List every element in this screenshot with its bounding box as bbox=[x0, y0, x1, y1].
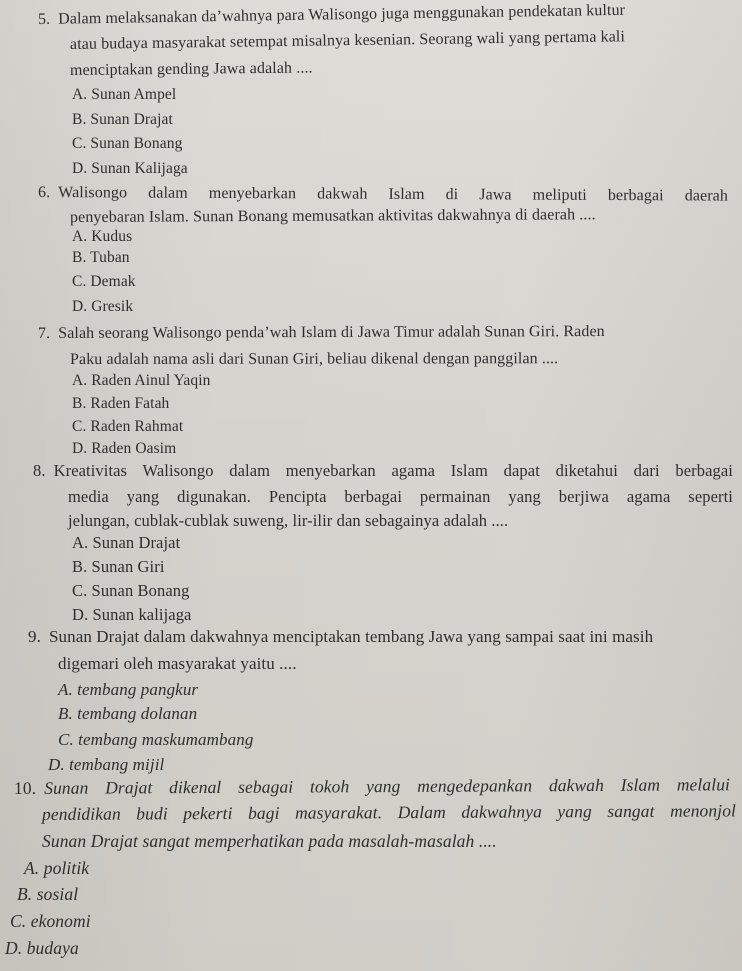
question-7-option-c: C. Raden Rahmat bbox=[72, 418, 184, 435]
question-text: Salah seorang Walisongo penda’wah Islam di Jawa Timur adalah Sunan Giri. Raden bbox=[58, 323, 605, 342]
question-text: Sunan Drajat sangat memperhatikan pada masalah-masalah .... bbox=[42, 831, 497, 851]
question-10-line-2 bbox=[42, 799, 736, 825]
question-9-option-c: C. tembang maskumambang bbox=[58, 730, 254, 749]
question-text: Sunan Drajat dikenal sebagai tokoh yang mengedepankan dakwah Islam melalui bbox=[44, 774, 731, 798]
question-10-option-d: D. budaya bbox=[5, 938, 79, 958]
question-text: jelungan, cublak-cublak suweng, lir-ilir dan sebagainya adalah .... bbox=[68, 511, 509, 530]
question-7-line-2 bbox=[70, 348, 558, 371]
question-8-line-3 bbox=[68, 510, 508, 532]
question-5-line-2 bbox=[70, 25, 725, 56]
question-7-line-1 bbox=[38, 321, 730, 345]
question-8-option-c: C. Sunan Bonang bbox=[72, 581, 190, 600]
question-8-line-1 bbox=[33, 460, 733, 482]
question-6-line-1 bbox=[38, 182, 728, 208]
question-6-option-d: D. Gresik bbox=[72, 298, 134, 315]
question-6-option-a: A. Kudus bbox=[72, 228, 133, 245]
question-5-option-c: C. Sunan Bonang bbox=[72, 135, 183, 152]
question-9-option-b: B. tembang dolanan bbox=[58, 704, 198, 723]
question-text: Walisongo dalam menyebarkan dakwah Islam di Jawa meliputi berbagai daerah bbox=[58, 184, 729, 205]
question-9-line-1 bbox=[28, 626, 653, 648]
question-text: Dalam melaksanakan da’wahnya para Walisongo juga menggunakan pendekatan kultur bbox=[58, 1, 626, 28]
question-number: 7. bbox=[37, 324, 51, 342]
question-10-option-a: A. politik bbox=[24, 858, 90, 878]
question-text: media yang digunakan. Pencipta berbagai permainan yang berjiwa agama seperti bbox=[68, 487, 733, 506]
question-6-option-b: B. Tuban bbox=[72, 249, 130, 266]
question-7-option-d: D. Raden Oasim bbox=[72, 440, 177, 457]
question-10-option-c: C. ekonomi bbox=[10, 911, 91, 931]
question-8-option-a: A. Sunan Drajat bbox=[72, 533, 181, 552]
question-7-option-b: B. Raden Fatah bbox=[72, 395, 170, 412]
question-text: atau budaya masyarakat setempat misalnya kesenian. Seorang wali yang pertama kali bbox=[69, 28, 626, 53]
question-8-option-d: D. Sunan kalijaga bbox=[72, 605, 192, 624]
question-8-line-2 bbox=[68, 486, 733, 508]
question-10-line-3 bbox=[42, 830, 497, 852]
question-9-line-2 bbox=[58, 653, 297, 675]
question-text: menciptakan gending Jawa adalah .... bbox=[69, 59, 313, 79]
question-6-line-2 bbox=[70, 204, 596, 229]
question-9-option-d: D. tembang mijil bbox=[48, 755, 165, 774]
question-5-option-d: D. Sunan Kalijaga bbox=[72, 160, 188, 177]
question-text: Paku adalah nama asli dari Sunan Giri, beliau dikenal dengan panggilan .... bbox=[69, 350, 559, 368]
question-10-line-1 bbox=[14, 773, 730, 799]
question-10-option-b: B. sosial bbox=[17, 884, 79, 904]
question-text: pendidikan budi pekerti bagi masyarakat. Dalam dakwahnya yang sangat menonjol bbox=[41, 800, 737, 824]
question-text: digemari oleh masyarakat yaitu .... bbox=[58, 654, 297, 673]
question-number: 8. bbox=[33, 461, 46, 480]
question-5-line-3 bbox=[70, 57, 313, 82]
question-text: Kreativitas Walisongo dalam menyebarkan agama Islam dapat diketahui dari berbagai bbox=[53, 461, 733, 480]
question-number: 5. bbox=[37, 10, 51, 28]
question-6-option-c: C. Demak bbox=[72, 273, 136, 290]
question-number: 9. bbox=[28, 627, 41, 646]
question-text: Sunan Drajat dalam dakwahnya menciptakan tembang Jawa yang sampai saat ini masih bbox=[48, 627, 654, 646]
question-8-option-b: B. Sunan Giri bbox=[72, 557, 165, 576]
question-7-option-a: A. Raden Ainul Yaqin bbox=[72, 372, 211, 389]
question-5-option-b: B. Sunan Drajat bbox=[72, 111, 173, 128]
question-number: 6. bbox=[37, 184, 51, 202]
question-9-option-a: A. tembang pangkur bbox=[58, 680, 199, 699]
question-text: penyebaran Islam. Sunan Bonang memusatkan aktivitas dakwahnya di daerah .... bbox=[69, 206, 596, 226]
question-number: 10. bbox=[13, 777, 37, 798]
question-5-option-a: A. Sunan Ampel bbox=[72, 86, 177, 103]
